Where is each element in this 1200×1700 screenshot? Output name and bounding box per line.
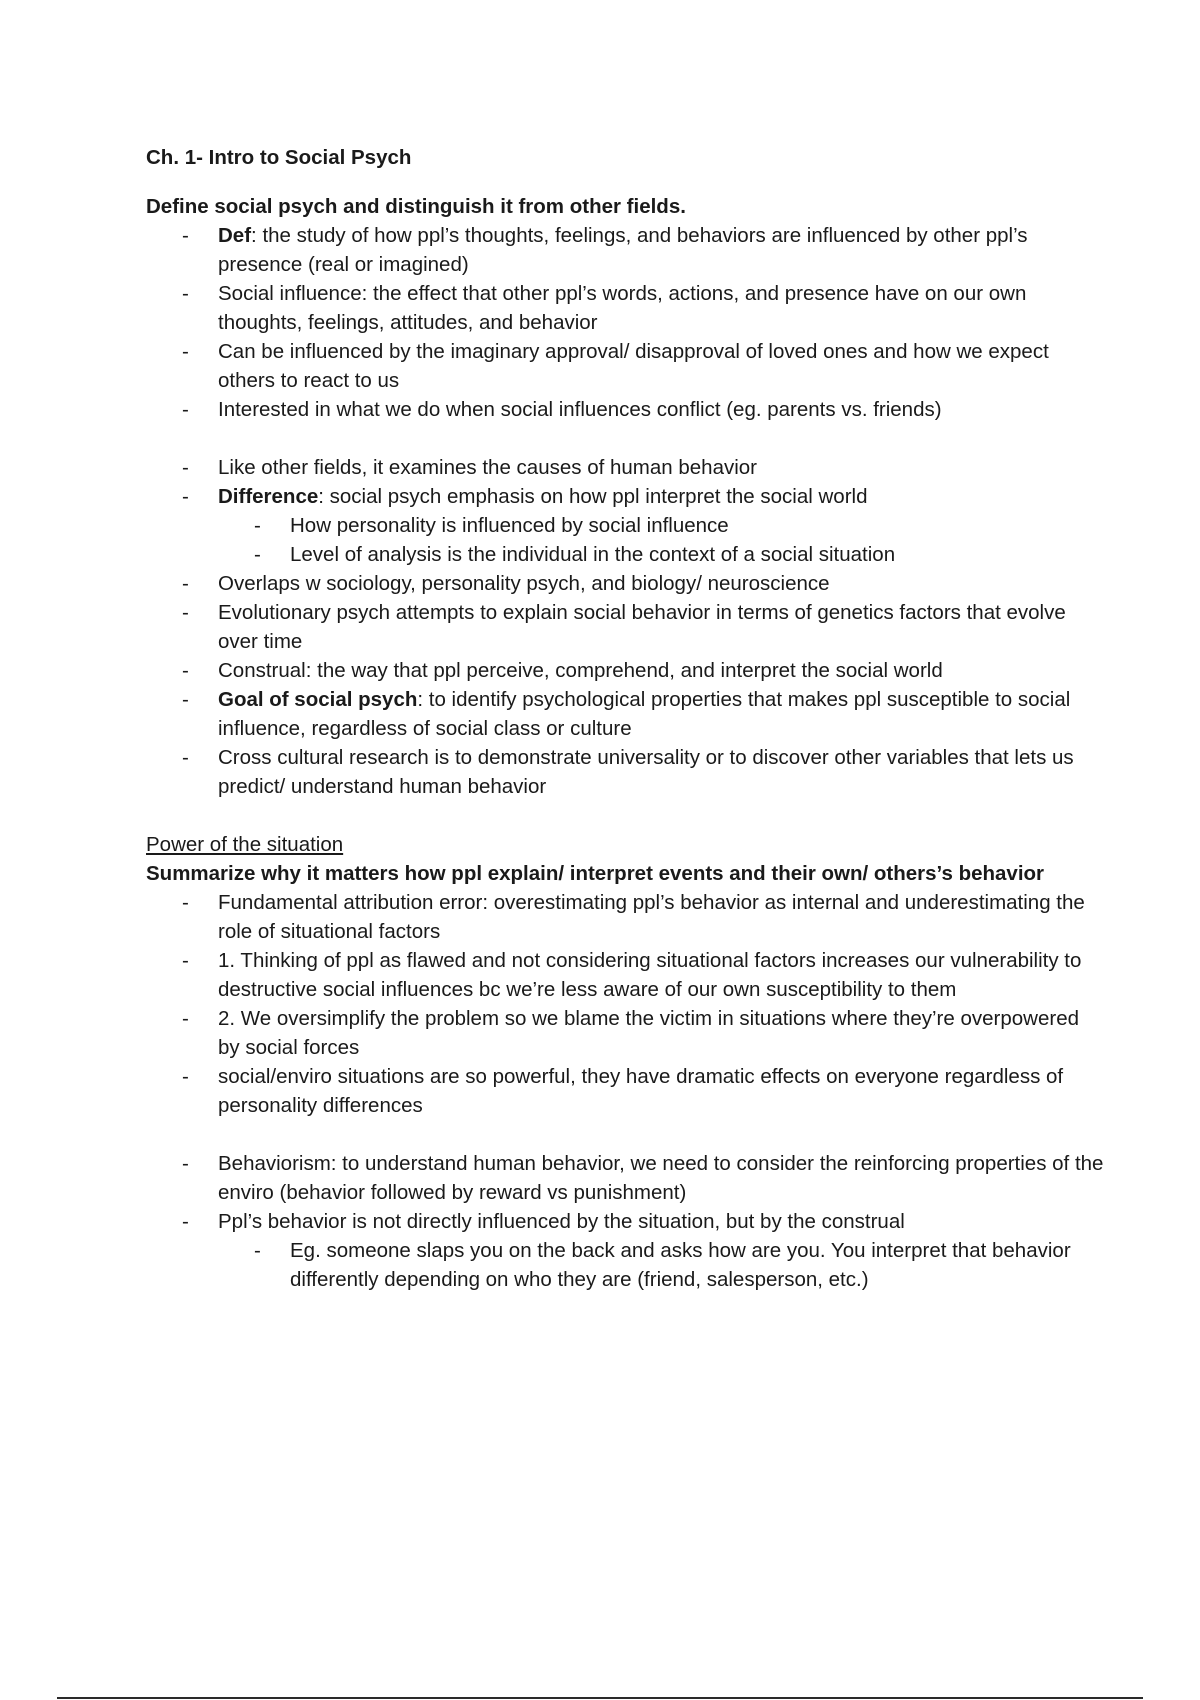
list-item	[146, 395, 1106, 424]
list-item: - Fundamental attribution error: overestimating ppl’s behavior as internal and underestimating the role of situational factors	[146, 888, 1106, 946]
list-item	[146, 569, 1106, 598]
list-item-text: : social psych emphasis on how ppl interpret the social world	[318, 485, 868, 508]
list-item: - Behaviorism: to understand human behavior, we need to consider the reinforcing properties of the enviro (behavior followed by reward vs punishment)	[146, 1149, 1106, 1207]
list-item	[146, 598, 1106, 656]
list-item: - 2. We oversimplify the problem so we blame the victim in situations where they’re overpowered by social forces	[146, 1004, 1106, 1062]
list-item	[146, 453, 1106, 482]
section2-label: Power of the situation	[146, 833, 344, 856]
list-item-text: Ppl’s behavior is not directly influenced by the situation, but by the construal	[218, 1210, 905, 1233]
list-item-text: Can be influenced by the imaginary approval/ disapproval of loved ones and how we expect others to react to us	[218, 340, 1049, 392]
spacer	[146, 1120, 1106, 1149]
sub-list-item: - How personality is influenced by social influence	[218, 511, 1106, 540]
sub-list-item: - Eg. someone slaps you on the back and asks how are you. You interpret that behavior differently depending on who they are (friend, salesperson, etc.)	[218, 1236, 1106, 1294]
list-item-text: Interested in what we do when social influences conflict (eg. parents vs. friends)	[218, 398, 942, 421]
sub-list-item: - Level of analysis is the individual in the context of a social situation	[218, 540, 1106, 569]
list-item	[146, 1207, 1106, 1294]
section1-question: Define social psych and distinguish it from other fields.	[146, 195, 686, 218]
section2-question: Summarize why it matters how ppl explain/ interpret events and their own/ others’s behavior	[146, 862, 1045, 885]
term-label: Goal of social psych	[218, 688, 418, 711]
list-item	[146, 482, 1106, 569]
list-item-text: Construal: the way that ppl perceive, comprehend, and interpret the social world	[218, 659, 943, 682]
sub-list	[218, 511, 1106, 569]
list-item	[146, 685, 1106, 743]
section1-list-b	[146, 453, 1106, 801]
list-item	[146, 279, 1106, 337]
list-item-text: Overlaps w sociology, personality psych, and biology/ neuroscience	[218, 572, 830, 595]
section2-list-b	[146, 1149, 1106, 1294]
page-bottom-divider	[57, 1697, 1143, 1699]
term-label: Difference	[218, 485, 319, 508]
list-item-text: Like other fields, it examines the causes of human behavior	[218, 456, 757, 479]
term-label: Def	[218, 224, 252, 247]
document-page	[146, 143, 1106, 1294]
list-item-text: : the study of how ppl’s thoughts, feelings, and behaviors are influenced by other ppl’s presence (real or imagined)	[218, 224, 1028, 276]
list-item	[146, 656, 1106, 685]
list-item-text: : to identify psychological properties that makes ppl susceptible to social influence, regardless of social class or culture	[218, 688, 1071, 740]
list-item: - 1. Thinking of ppl as flawed and not considering situational factors increases our vulnerability to destructive social influences bc we’re less aware of our own susceptibility to them	[146, 946, 1106, 1004]
list-item: - social/enviro situations are so powerful, they have dramatic effects on everyone regardless of personality differences	[146, 1062, 1106, 1120]
list-item-text: Social influence: the effect that other ppl’s words, actions, and presence have on our own thoughts, feelings, attitudes, and behavior	[218, 282, 1027, 334]
section1-list-a	[146, 221, 1106, 424]
list-item	[146, 221, 1106, 279]
sub-list	[218, 1236, 1106, 1294]
list-item-text: Evolutionary psych attempts to explain social behavior in terms of genetics factors that evolve over time	[218, 601, 1066, 653]
list-item	[146, 743, 1106, 801]
spacer	[146, 424, 1106, 453]
section2-list-a	[146, 888, 1106, 1120]
list-item	[146, 337, 1106, 395]
list-item-text: Cross cultural research is to demonstrate universality or to discover other variables that lets us predict/ understand human behavior	[218, 746, 1074, 798]
spacer	[146, 801, 1106, 830]
page-title: Ch. 1- Intro to Social Psych	[146, 146, 412, 169]
